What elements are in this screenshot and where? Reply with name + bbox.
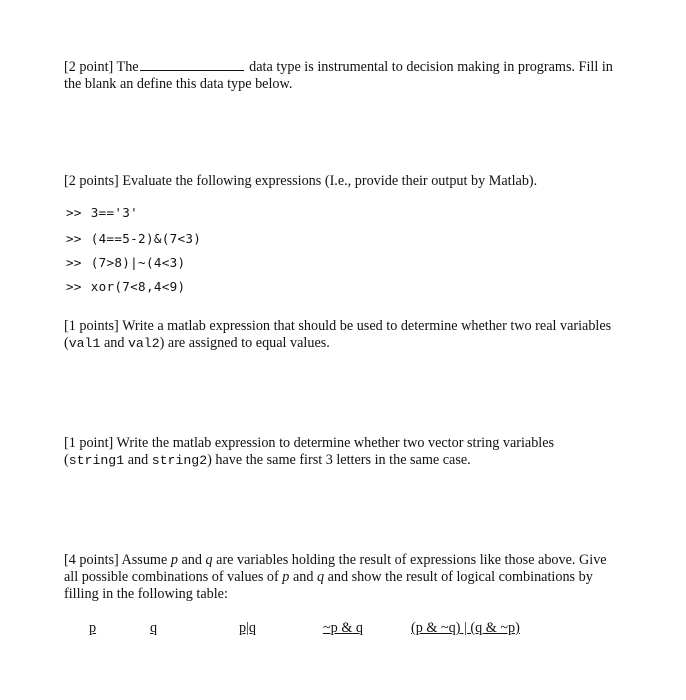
question-1-line-1 bbox=[64, 57, 634, 76]
variable-string1: string1 bbox=[68, 453, 125, 468]
text: all possible combinations of values of bbox=[64, 569, 283, 585]
var-p: p bbox=[282, 569, 290, 585]
fill-in-blank bbox=[140, 57, 244, 71]
expression: 3=='3' bbox=[90, 205, 139, 220]
text: and bbox=[289, 569, 317, 585]
question-1-prefix: [2 point] The bbox=[64, 59, 139, 75]
code-line-2 bbox=[66, 231, 201, 246]
var-q: q bbox=[205, 552, 213, 568]
question-4-line-1: [1 point] Write the matlab expression to determine whether two vector string variables bbox=[64, 435, 555, 451]
variable-string2: string2 bbox=[151, 453, 208, 468]
question-5 bbox=[64, 552, 634, 603]
variable-val2: val2 bbox=[127, 336, 160, 351]
variable-val1: val1 bbox=[68, 336, 101, 351]
text: and bbox=[177, 552, 206, 568]
code-line-1 bbox=[66, 205, 138, 220]
question-2: [2 points] Evaluate the following expressions (I.e., provide their output by Matlab). bbox=[64, 173, 538, 189]
prompt: >> bbox=[66, 279, 82, 294]
code-line-3 bbox=[66, 255, 185, 270]
table-header-q: q bbox=[150, 620, 158, 636]
and-text: and bbox=[100, 335, 128, 351]
question-3 bbox=[64, 318, 634, 352]
question-4-suffix: ) have the same first 3 letters in the same case. bbox=[207, 452, 471, 468]
question-5-line-3: filling in the following table: bbox=[64, 586, 228, 602]
question-5-line-1 bbox=[64, 552, 634, 569]
question-4-line-2 bbox=[64, 452, 634, 469]
and-text: and bbox=[124, 452, 152, 468]
expression: (7>8)|~(4<3) bbox=[90, 255, 186, 270]
text: and show the result of logical combinations by bbox=[324, 569, 593, 585]
text: are variables holding the result of expressions like those above. Give bbox=[212, 552, 607, 568]
question-5-line-2 bbox=[64, 569, 634, 586]
prompt: >> bbox=[66, 231, 82, 246]
question-3-line-1: [1 points] Write a matlab expression that should be used to determine whether two real variables bbox=[64, 318, 612, 334]
question-1-line-2: the blank an define this data type below. bbox=[64, 76, 293, 92]
var-q: q bbox=[316, 569, 325, 585]
table-header-not-p-and-q: ~p & q bbox=[323, 620, 363, 636]
table-header-p-or-q: p|q bbox=[239, 620, 257, 636]
table-header-p: p bbox=[89, 620, 97, 636]
expression: xor(7<8,4<9) bbox=[90, 279, 186, 294]
prompt: >> bbox=[66, 205, 82, 220]
text: [4 points] Assume bbox=[64, 552, 171, 568]
prompt: >> bbox=[66, 255, 82, 270]
question-1 bbox=[64, 57, 634, 93]
question-1-suffix: data type is instrumental to decision making in programs. Fill in bbox=[245, 59, 613, 75]
question-4 bbox=[64, 435, 634, 469]
var-p: p bbox=[170, 552, 178, 568]
question-3-line-2 bbox=[64, 335, 634, 352]
table-header-xor-expression: (p & ~q) | (q & ~p) bbox=[411, 620, 520, 636]
paren-open: ( bbox=[64, 335, 69, 351]
question-3-suffix: ) are assigned to equal values. bbox=[159, 335, 330, 351]
code-line-4 bbox=[66, 279, 185, 294]
paren-open: ( bbox=[64, 452, 69, 468]
expression: (4==5-2)&(7<3) bbox=[90, 231, 202, 246]
